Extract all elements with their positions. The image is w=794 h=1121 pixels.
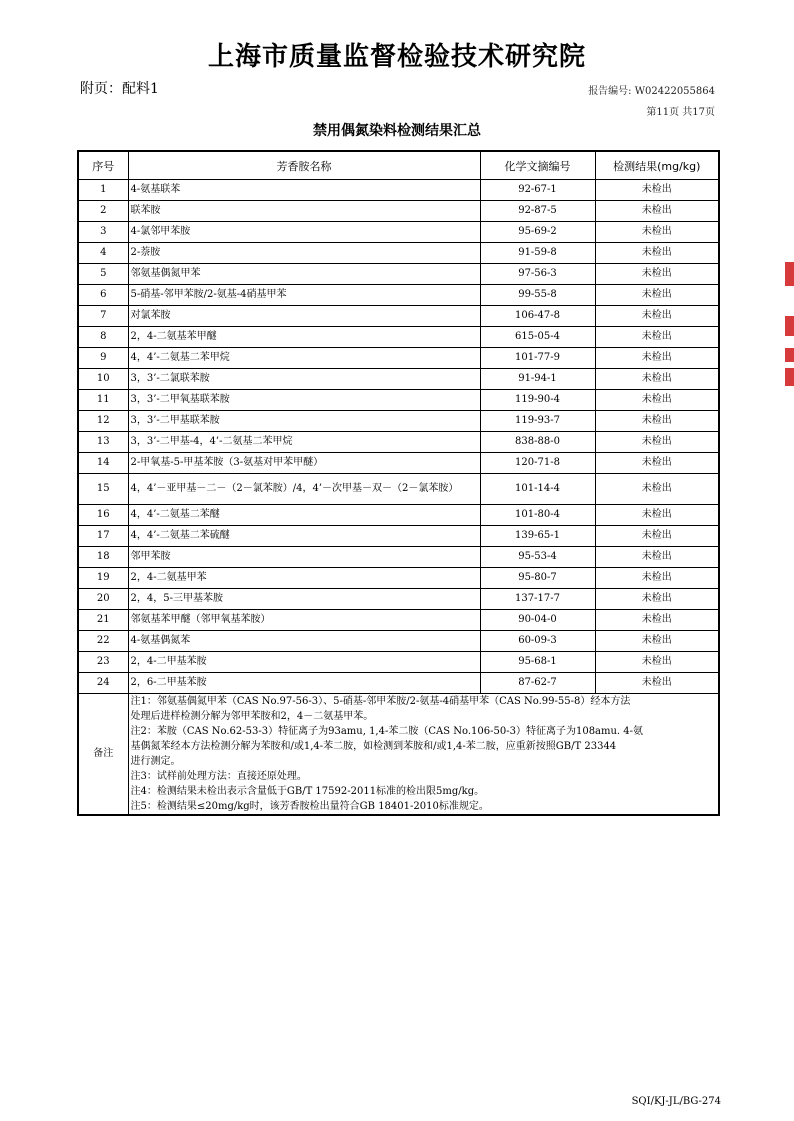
cas-number: 99-55-8 [480,285,595,306]
document-code: SQI/KJ-JL/BG-274 [631,1096,721,1107]
notes-row [78,694,719,816]
amine-name: 2，6-二甲基苯胺 [128,673,480,694]
row-number: 20 [78,589,128,610]
result-value: 未检出 [595,264,719,285]
table-row [78,652,719,673]
table-row [78,610,719,631]
header-no: 序号 [78,151,128,180]
header-name: 芳香胺名称 [128,151,480,180]
result-value: 未检出 [595,631,719,652]
table-row [78,411,719,432]
table-subtitle: 禁用偶氮染料检测结果汇总 [313,123,481,139]
row-number: 4 [78,243,128,264]
result-value: 未检出 [595,610,719,631]
cas-number: 87-62-7 [480,673,595,694]
cas-number: 615-05-4 [480,327,595,348]
result-value: 未检出 [595,243,719,264]
row-number: 18 [78,547,128,568]
result-value: 未检出 [595,673,719,694]
note-line: 注5：检测结果≤20mg/kg时，该芳香胺检出量符合GB 18401-2010标准规定。 [130,801,489,812]
row-number: 24 [78,673,128,694]
result-value: 未检出 [595,474,719,505]
cas-number: 139-65-1 [480,526,595,547]
table-row [78,453,719,474]
cas-number: 95-68-1 [480,652,595,673]
table-row [78,547,719,568]
notes-label: 备注 [78,694,128,816]
page-info: 第11页 共17页 [646,107,715,118]
stamp-fragment-1 [785,262,794,286]
result-value: 未检出 [595,369,719,390]
table-row [78,201,719,222]
table-row [78,589,719,610]
cas-number: 119-90-4 [480,390,595,411]
amine-name: 4，4’-二氨基二苯醚 [128,505,480,526]
result-value: 未检出 [595,285,719,306]
cas-number: 120-71-8 [480,453,595,474]
row-number: 7 [78,306,128,327]
row-number: 6 [78,285,128,306]
cas-number: 95-53-4 [480,547,595,568]
amine-name: 邻甲苯胺 [128,547,480,568]
result-value: 未检出 [595,306,719,327]
stamp-fragment-3 [785,348,794,362]
note-line: 注3：试样前处理方法：直接还原处理。 [130,771,307,782]
cas-number: 92-67-1 [480,180,595,201]
amine-name: 2-甲氧基-5-甲基苯胺（3-氨基对甲苯甲醚） [128,453,480,474]
row-number: 14 [78,453,128,474]
result-value: 未检出 [595,348,719,369]
row-number: 13 [78,432,128,453]
table-row [78,327,719,348]
result-value: 未检出 [595,201,719,222]
table-row [78,432,719,453]
result-value: 未检出 [595,526,719,547]
table-row [78,369,719,390]
document-title: 上海市质量监督检验技术研究院 [207,42,586,72]
cas-number: 838-88-0 [480,432,595,453]
amine-name: 4-氯邻甲苯胺 [128,222,480,243]
row-number: 10 [78,369,128,390]
row-number: 12 [78,411,128,432]
cas-number: 91-94-1 [480,369,595,390]
result-value: 未检出 [595,505,719,526]
table-row [78,348,719,369]
row-number: 16 [78,505,128,526]
row-number: 17 [78,526,128,547]
table-row [78,222,719,243]
note-line: 基偶氮苯经本方法检测分解为苯胺和/或1,4-苯二胺，如检测到苯胺和/或1,4-苯二胺，应重新按照GB/T 23344 [130,741,617,752]
amine-name: 4-氨基偶氮苯 [128,631,480,652]
amine-name: 2，4-二氨基甲苯 [128,568,480,589]
note-line: 处理后进样检测分解为邻甲苯胺和2，4－二氨基甲苯。 [130,711,374,722]
table-header-row [78,151,719,180]
table-row [78,264,719,285]
result-value: 未检出 [595,180,719,201]
note-line: 进行测定。 [130,756,181,767]
results-table [77,150,720,816]
amine-name: 4，4’－亚甲基－二－（2－氯苯胺）/4，4’－次甲基－双－（2－氯苯胺） [128,474,480,505]
cas-number: 101-77-9 [480,348,595,369]
amine-name: 3，3’-二氯联苯胺 [128,369,480,390]
row-number: 2 [78,201,128,222]
amine-name: 3，3’-二甲氧基联苯胺 [128,390,480,411]
table-row [78,526,719,547]
amine-name: 2，4-二甲基苯胺 [128,652,480,673]
table-row [78,474,719,505]
cas-number: 91-59-8 [480,243,595,264]
table-row [78,631,719,652]
cas-number: 119-93-7 [480,411,595,432]
cas-number: 101-14-4 [480,474,595,505]
result-value: 未检出 [595,652,719,673]
notes-content [128,694,719,816]
result-value: 未检出 [595,589,719,610]
amine-name: 邻氨基苯甲醚（邻甲氧基苯胺） [128,610,480,631]
cas-number: 106-47-8 [480,306,595,327]
row-number: 5 [78,264,128,285]
amine-name: 3，3’-二甲基联苯胺 [128,411,480,432]
amine-name: 2，4，5-三甲基苯胺 [128,589,480,610]
cas-number: 97-56-3 [480,264,595,285]
table-row [78,505,719,526]
cas-number: 95-69-2 [480,222,595,243]
report-number: 报告编号: W02422055864 [588,86,715,97]
row-number: 19 [78,568,128,589]
result-value: 未检出 [595,411,719,432]
note-line: 注2：苯胺（CAS No.62-53-3）特征离子为93amu, 1,4-苯二胺（CAS No.106-50-3）特征离子为108amu. 4-氨 [130,726,644,737]
amine-name: 5-硝基-邻甲苯胺/2-氨基-4硝基甲苯 [128,285,480,306]
attachment-label: 附页：配料1 [80,81,159,97]
result-value: 未检出 [595,568,719,589]
cas-number: 137-17-7 [480,589,595,610]
row-number: 8 [78,327,128,348]
cas-number: 90-04-0 [480,610,595,631]
cas-number: 95-80-7 [480,568,595,589]
row-number: 23 [78,652,128,673]
result-value: 未检出 [595,453,719,474]
row-number: 15 [78,474,128,505]
result-value: 未检出 [595,327,719,348]
table-row [78,285,719,306]
header-cas: 化学文摘编号 [480,151,595,180]
amine-name: 2，4-二氨基苯甲醚 [128,327,480,348]
row-number: 1 [78,180,128,201]
table-row [78,243,719,264]
amine-name: 邻氨基偶氮甲苯 [128,264,480,285]
table-row [78,568,719,589]
row-number: 3 [78,222,128,243]
result-value: 未检出 [595,390,719,411]
stamp-fragment-4 [785,368,794,386]
note-line: 注1：邻氨基偶氮甲苯（CAS No.97-56-3）、5-硝基-邻甲苯胺/2-氨基-4硝基甲苯（CAS No.99-55-8）经本方法 [130,696,631,707]
amine-name: 2-萘胺 [128,243,480,264]
amine-name: 4-氨基联苯 [128,180,480,201]
amine-name: 对氯苯胺 [128,306,480,327]
amine-name: 4，4’-二氨基二苯甲烷 [128,348,480,369]
table-row [78,390,719,411]
table-row [78,306,719,327]
row-number: 21 [78,610,128,631]
amine-name: 联苯胺 [128,201,480,222]
stamp-fragment-2 [785,316,794,336]
row-number: 22 [78,631,128,652]
table-row [78,673,719,694]
result-value: 未检出 [595,222,719,243]
amine-name: 3，3’-二甲基-4，4’-二氨基二苯甲烷 [128,432,480,453]
cas-number: 92-87-5 [480,201,595,222]
cas-number: 101-80-4 [480,505,595,526]
result-value: 未检出 [595,547,719,568]
table-row [78,180,719,201]
note-line: 注4：检测结果未检出表示含量低于GB/T 17592-2011标准的检出限5mg/kg。 [130,786,485,797]
row-number: 9 [78,348,128,369]
result-value: 未检出 [595,432,719,453]
row-number: 11 [78,390,128,411]
header-result: 检测结果(mg/kg) [595,151,719,180]
amine-name: 4，4’-二氨基二苯硫醚 [128,526,480,547]
cas-number: 60-09-3 [480,631,595,652]
